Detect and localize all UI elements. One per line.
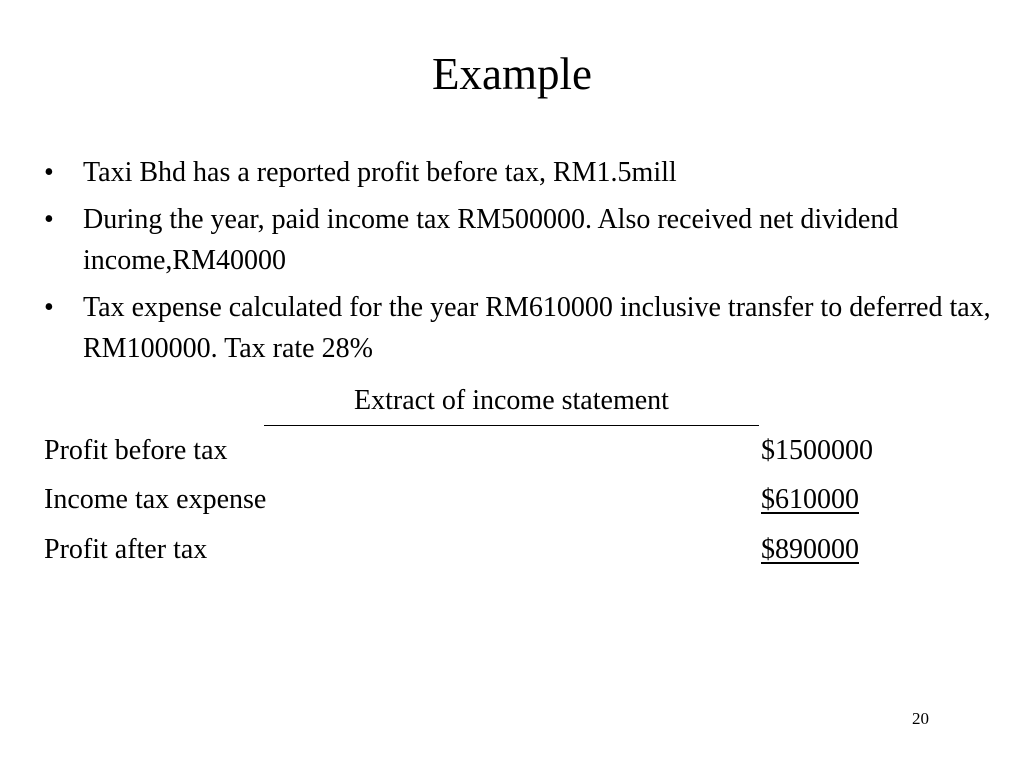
statement-row-profit-before-tax (44, 430, 944, 471)
statement-label: Profit after tax (44, 534, 208, 565)
bullet-list (44, 152, 994, 375)
bullet-item (44, 287, 994, 369)
bullet-text: Taxi Bhd has a reported profit before tax, RM1.5mill (83, 157, 677, 188)
bullet-item (44, 152, 994, 193)
statement-value: $1500000 (761, 435, 873, 466)
statement-value: $610000 (761, 484, 859, 515)
bullet-icon: • (44, 292, 54, 323)
bullet-icon: • (44, 204, 54, 235)
statement-row-income-tax-expense (44, 479, 944, 520)
bullet-text: Tax expense calculated for the year RM610000 inclusive transfer to deferred tax, RM100000. Tax rate 28% (83, 292, 991, 364)
bullet-icon: • (44, 157, 54, 188)
statement-value: $890000 (761, 534, 859, 565)
page-number: 20 (912, 709, 929, 728)
statement-row-profit-after-tax (44, 529, 944, 570)
bullet-text: During the year, paid income tax RM500000. Also received net dividend income,RM40000 (83, 204, 899, 276)
statement-label: Income tax expense (44, 484, 267, 515)
statement-label: Profit before tax (44, 435, 228, 466)
bullet-item (44, 199, 994, 281)
statement-heading: Extract of income statement (264, 380, 759, 426)
slide-title: Example (432, 49, 592, 99)
